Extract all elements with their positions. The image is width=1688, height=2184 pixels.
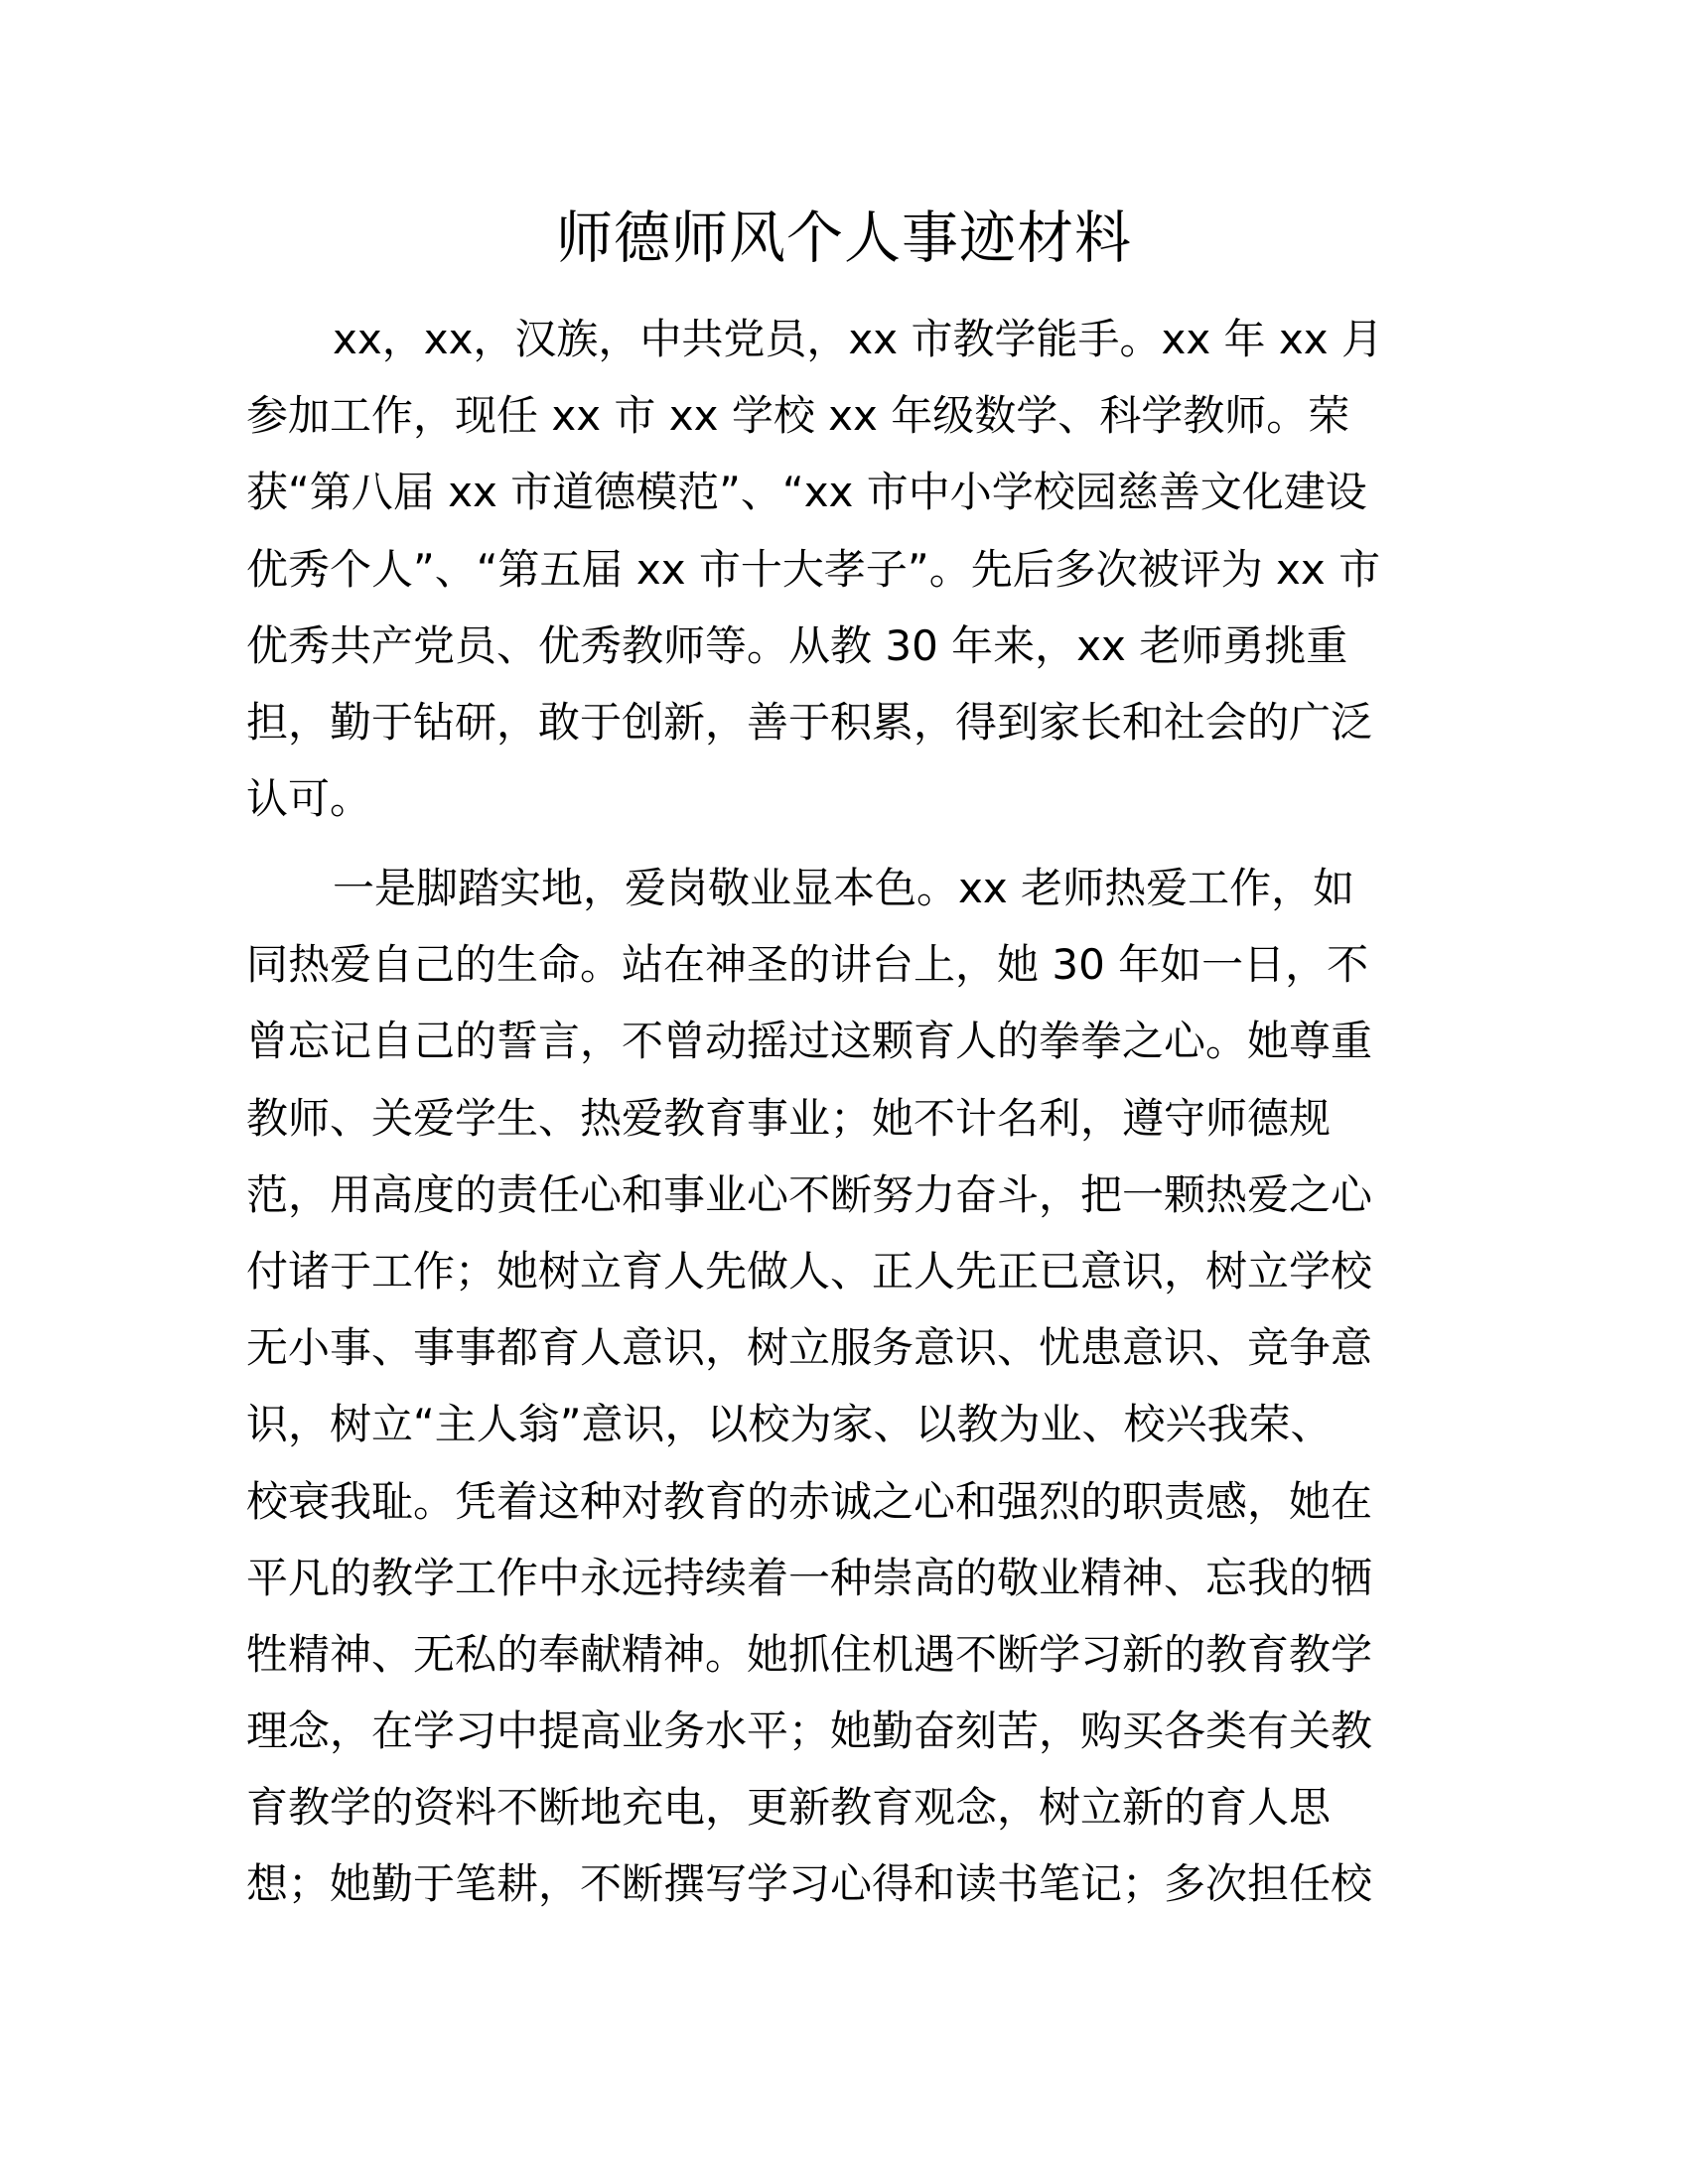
text-line: 一是脚踏实地，爱岗敬业显本色。xx 老师热爱工作，如 <box>333 864 1355 912</box>
text-line: 同热爱自己的生命。站在神圣的讲台上，她 30 年如一日，不 <box>246 940 1369 990</box>
text-line: 育教学的资料不断地充电，更新教育观念，树立新的育人思 <box>246 1783 1332 1833</box>
text-line: 获“第八届 xx 市道德模范”、“xx 市中小学校园慈善文化建设 <box>246 468 1367 517</box>
text-line: 教师、关爱学生、热爱教育事业；她不计名利，遵守师德规 <box>246 1093 1332 1143</box>
text-line: 认可。 <box>246 774 372 824</box>
text-line: 无小事、事事都育人意识，树立服务意识、忧患意识、竞争意 <box>246 1323 1373 1373</box>
text-line: 优秀共产党员、优秀教师等。从教 30 年来，xx 老师勇挑重 <box>246 620 1348 670</box>
text-line: 牲精神、无私的奉献精神。她抓住机遇不断学习新的教育教学 <box>246 1629 1373 1679</box>
text-line: 曾忘记自己的誓言，不曾动摇过这颗育人的拳拳之心。她尊重 <box>246 1017 1373 1066</box>
paragraph-intro <box>246 301 1438 837</box>
text-line: 平凡的教学工作中永远持续着一种崇高的敬业精神、忘我的牺 <box>246 1553 1373 1602</box>
paragraph-dedication <box>246 850 1438 1923</box>
text-line: 理念，在学习中提高业务水平；她勤奋刻苦，购买各类有关教 <box>246 1706 1373 1756</box>
text-line: 担，勤于钻研，敢于创新，善于积累，得到家长和社会的广泛 <box>246 697 1373 747</box>
text-line: 范，用高度的责任心和事业心不断努力奋斗，把一颗热爱之心 <box>246 1169 1373 1219</box>
text-line: 优秀个人”、“第五届 xx 市十大孝子”。先后多次被评为 xx 市 <box>246 544 1381 594</box>
text-line: xx，xx，汉族，中共党员，xx 市教学能手。xx 年 xx 月 <box>333 315 1383 363</box>
text-line: 想；她勤于笔耕，不断撰写学习心得和读书笔记；多次担任校 <box>246 1859 1373 1909</box>
document-title: 师德师风个人事迹材料 <box>556 205 1132 271</box>
text-line: 校衰我耻。凭着这种对教育的赤诚之心和强烈的职责感，她在 <box>246 1476 1373 1526</box>
text-line: 付诸于工作；她树立育人先做人、正人先正已意识，树立学校 <box>246 1246 1373 1296</box>
text-line: 识，树立“主人翁”意识，以校为家、以教为业、校兴我荣、 <box>246 1400 1333 1449</box>
text-line: 参加工作，现任 xx 市 xx 学校 xx 年级数学、科学教师。荣 <box>246 391 1350 441</box>
